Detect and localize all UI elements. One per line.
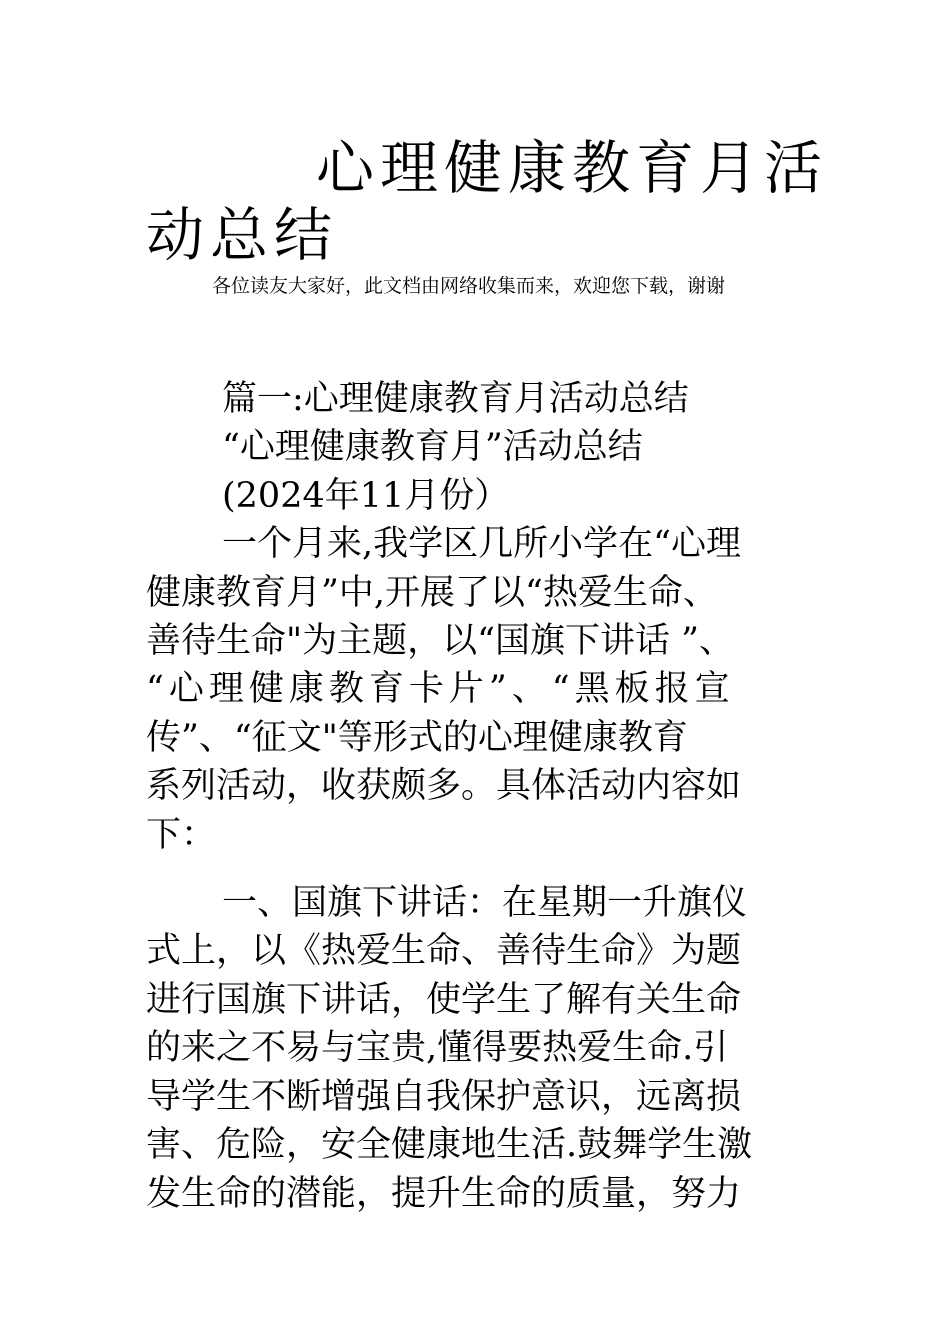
paragraph-line: 式上，以《热爱生命、善待生命》为题: [146, 931, 742, 972]
paragraph-line: 一、国旗下讲话：在星期一升旗仪: [222, 883, 748, 924]
activity-title: “心理健康教育月”活动总结: [222, 427, 643, 468]
paragraph-line: 系列活动，收获颇多。具体活动内容如: [146, 766, 742, 807]
paragraph-line: 进行国旗下讲话，使学生了解有关生命: [146, 979, 742, 1020]
paragraph-line: 发生命的潜能，提升生命的质量，努力: [146, 1173, 742, 1214]
document-title: [146, 134, 829, 269]
document-body: [146, 375, 806, 1218]
document-title-line-1: 心理健康教育月活: [316, 134, 829, 202]
paragraph-line: 下：: [146, 814, 217, 855]
paragraph-line: 一个月来,我学区几所小学在“心理: [222, 524, 742, 565]
activity-date: (2024年11月份）: [222, 475, 510, 516]
paragraph-line: 导学生不断增强自我保护意识，远离损: [146, 1076, 742, 1117]
paragraph-line: 传”、“征文"等形式的心理健康教育: [146, 717, 688, 758]
paragraph-line: 害、危险，安全健康地生活.鼓舞学生激: [146, 1125, 753, 1166]
paragraph-line: 善待生命"为主题，以“国旗下讲话 ”、: [146, 621, 735, 662]
paragraph-line: “心理健康教育卡片”、“黑板报宣: [146, 669, 735, 710]
document-title-line-2: 动总结: [146, 201, 339, 269]
paragraph-line: 健康教育月”中,开展了以“热爱生命、: [146, 572, 718, 613]
paragraph-line: 的来之不易与宝贵,懂得要热爱生命.引: [146, 1028, 729, 1069]
section-heading: 篇一:心理健康教育月活动总结: [222, 379, 689, 419]
download-note: 各位读友大家好，此文档由网络收集而来，欢迎您下载，谢谢: [212, 275, 726, 297]
